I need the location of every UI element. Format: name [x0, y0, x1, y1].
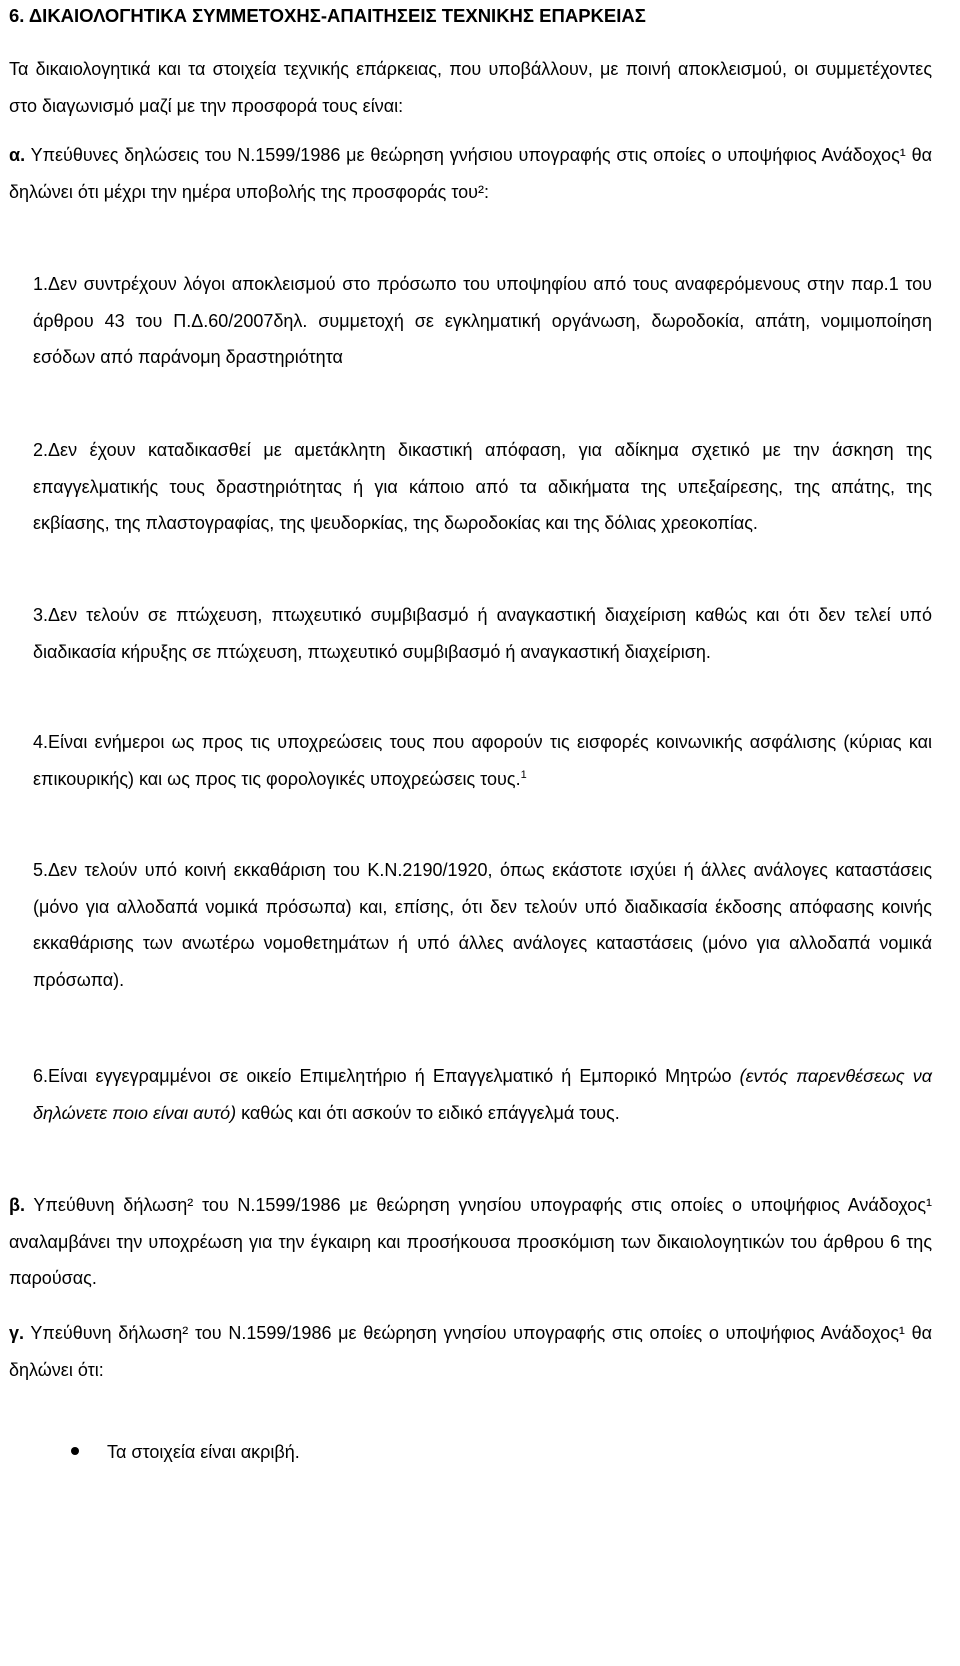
list-item-6	[33, 1058, 932, 1131]
section-c-lead: γ.	[9, 1323, 25, 1343]
list-item-3	[33, 597, 932, 670]
section-b-paragraph	[9, 1187, 932, 1297]
section-b-text: Υπεύθυνη δήλωση² του Ν.1599/1986 με θεώρηση γνησίου υπογραφής στις οποίες ο υποψήφιος Ανάδοχος¹ αναλαμβάνει την υποχρέωση για την έγκαιρη και προσήκουσα προσκόμιση των δικαιολογητικών του άρθρου 6 της παρούσας.	[9, 1195, 932, 1288]
list-item-2	[33, 432, 932, 542]
item-number: 2.	[33, 440, 49, 460]
bullet-text: Τα στοιχεία είναι ακριβή.	[107, 1442, 300, 1462]
section-c-paragraph	[9, 1315, 932, 1388]
item-number: 3.	[33, 605, 49, 625]
item-text: Δεν συντρέχουν λόγοι αποκλεισμού στο πρόσωπο του υποψηφίου από τους αναφερόμενους στην παρ.1 του άρθρου 43 του Π.Δ.60/2007δηλ. συμμετοχή σε εγκληματική οργάνωση, δωροδοκία, απάτη, νομιμοποίηση εσόδων από παράνομη δραστηριότητα	[33, 274, 932, 367]
item-text: Είναι εγγεγραμμένοι σε οικείο Επιμελητήριο ή Επαγγελματικό ή Εμπορικό Μητρώο	[48, 1066, 740, 1086]
intro-text: Τα δικαιολογητικά και τα στοιχεία τεχνικής επάρκειας, που υποβάλλουν, με ποινή αποκλεισμού, οι συμμετέχοντες στο διαγωνισμό μαζί με την προσφορά τους είναι:	[9, 59, 932, 116]
section-a-lead: α.	[9, 145, 26, 165]
bullet-icon	[71, 1447, 79, 1455]
item-number: 6.	[33, 1066, 49, 1086]
list-item-1	[33, 266, 932, 376]
section-a-paragraph	[9, 137, 932, 210]
item-text: Δεν τελούν σε πτώχευση, πτωχευτικό συμβιβασμό ή αναγκαστική διαχείριση καθώς και ότι δεν τελεί υπό διαδικασία κήρυξης σε πτώχευση, πτωχευτικό συμβιβασμό ή αναγκαστική διαχείριση.	[33, 605, 932, 662]
item-text: Δεν έχουν καταδικασθεί με αμετάκλητη δικαστική απόφαση, για αδίκημα σχετικό με την άσκηση της επαγγελματικής τους δραστηριότητας ή για κάποιο από τα αδικήματα της υπεξαίρεσης, της απάτης, της εκβίασης, της πλαστογραφίας, της ψευδορκίας, της δωροδοκίας και της δόλιας χρεοκοπίας.	[33, 440, 932, 533]
item-text: Δεν τελούν υπό κοινή εκκαθάριση του Κ.Ν.2190/1920, όπως εκάστοτε ισχύει ή άλλες ανάλογες καταστάσεις (μόνο για αλλοδαπά νομικά πρόσωπα) και, επίσης, ότι δεν τελούν υπό διαδικασία έκδοσης απόφασης κοινής εκκαθάρισης των ανωτέρω νομοθετημάτων ή υπό άλλες ανάλογες καταστάσεις (μόνο για αλλοδαπά νομικά πρόσωπα).	[33, 860, 932, 990]
item-italic-note: (εντός παρενθέσεως να δηλώνετε ποιο είναι αυτό)	[33, 1066, 933, 1123]
footnote-marker: 1	[520, 768, 527, 781]
item-number: 5.	[33, 860, 49, 880]
section-a-text: Υπεύθυνες δηλώσεις του Ν.1599/1986 με θεώρηση γνήσιου υπογραφής στις οποίες ο υποψήφιος Ανάδοχος¹ θα δηλώνει ότι μέχρι την ημέρα υποβολής της προσφοράς του²:	[9, 145, 932, 202]
section-b-lead: β.	[9, 1195, 25, 1215]
section-heading: 6. ΔΙΚΑΙΟΛΟΓΗΤΙΚΑ ΣΥΜΜΕΤΟΧΗΣ-ΑΠΑΙΤΗΣΕΙΣ ΤΕΧΝΙΚΗΣ ΕΠΑΡΚΕΙΑΣ	[9, 5, 646, 26]
item-number: 4.	[33, 732, 49, 752]
intro-paragraph	[9, 51, 932, 124]
item-text-after: καθώς και ότι ασκούν το ειδικό επάγγελμά τους.	[236, 1102, 620, 1123]
list-item-4	[33, 724, 932, 797]
item-text: Είναι ενήμεροι ως προς τις υποχρεώσεις τους που αφορούν τις εισφορές κοινωνικής ασφάλισης (κύριας και επικουρικής) και ως προς τις φορολογικές υποχρεώσεις τους.	[33, 732, 932, 789]
item-number: 1.	[33, 274, 49, 294]
section-c-text: Υπεύθυνη δήλωση² του Ν.1599/1986 με θεώρηση γνησίου υπογραφής στις οποίες ο υποψήφιος Ανάδοχος¹ θα δηλώνει ότι:	[9, 1323, 932, 1380]
list-item-5	[33, 852, 932, 998]
bullet-list-item	[71, 1438, 300, 1466]
